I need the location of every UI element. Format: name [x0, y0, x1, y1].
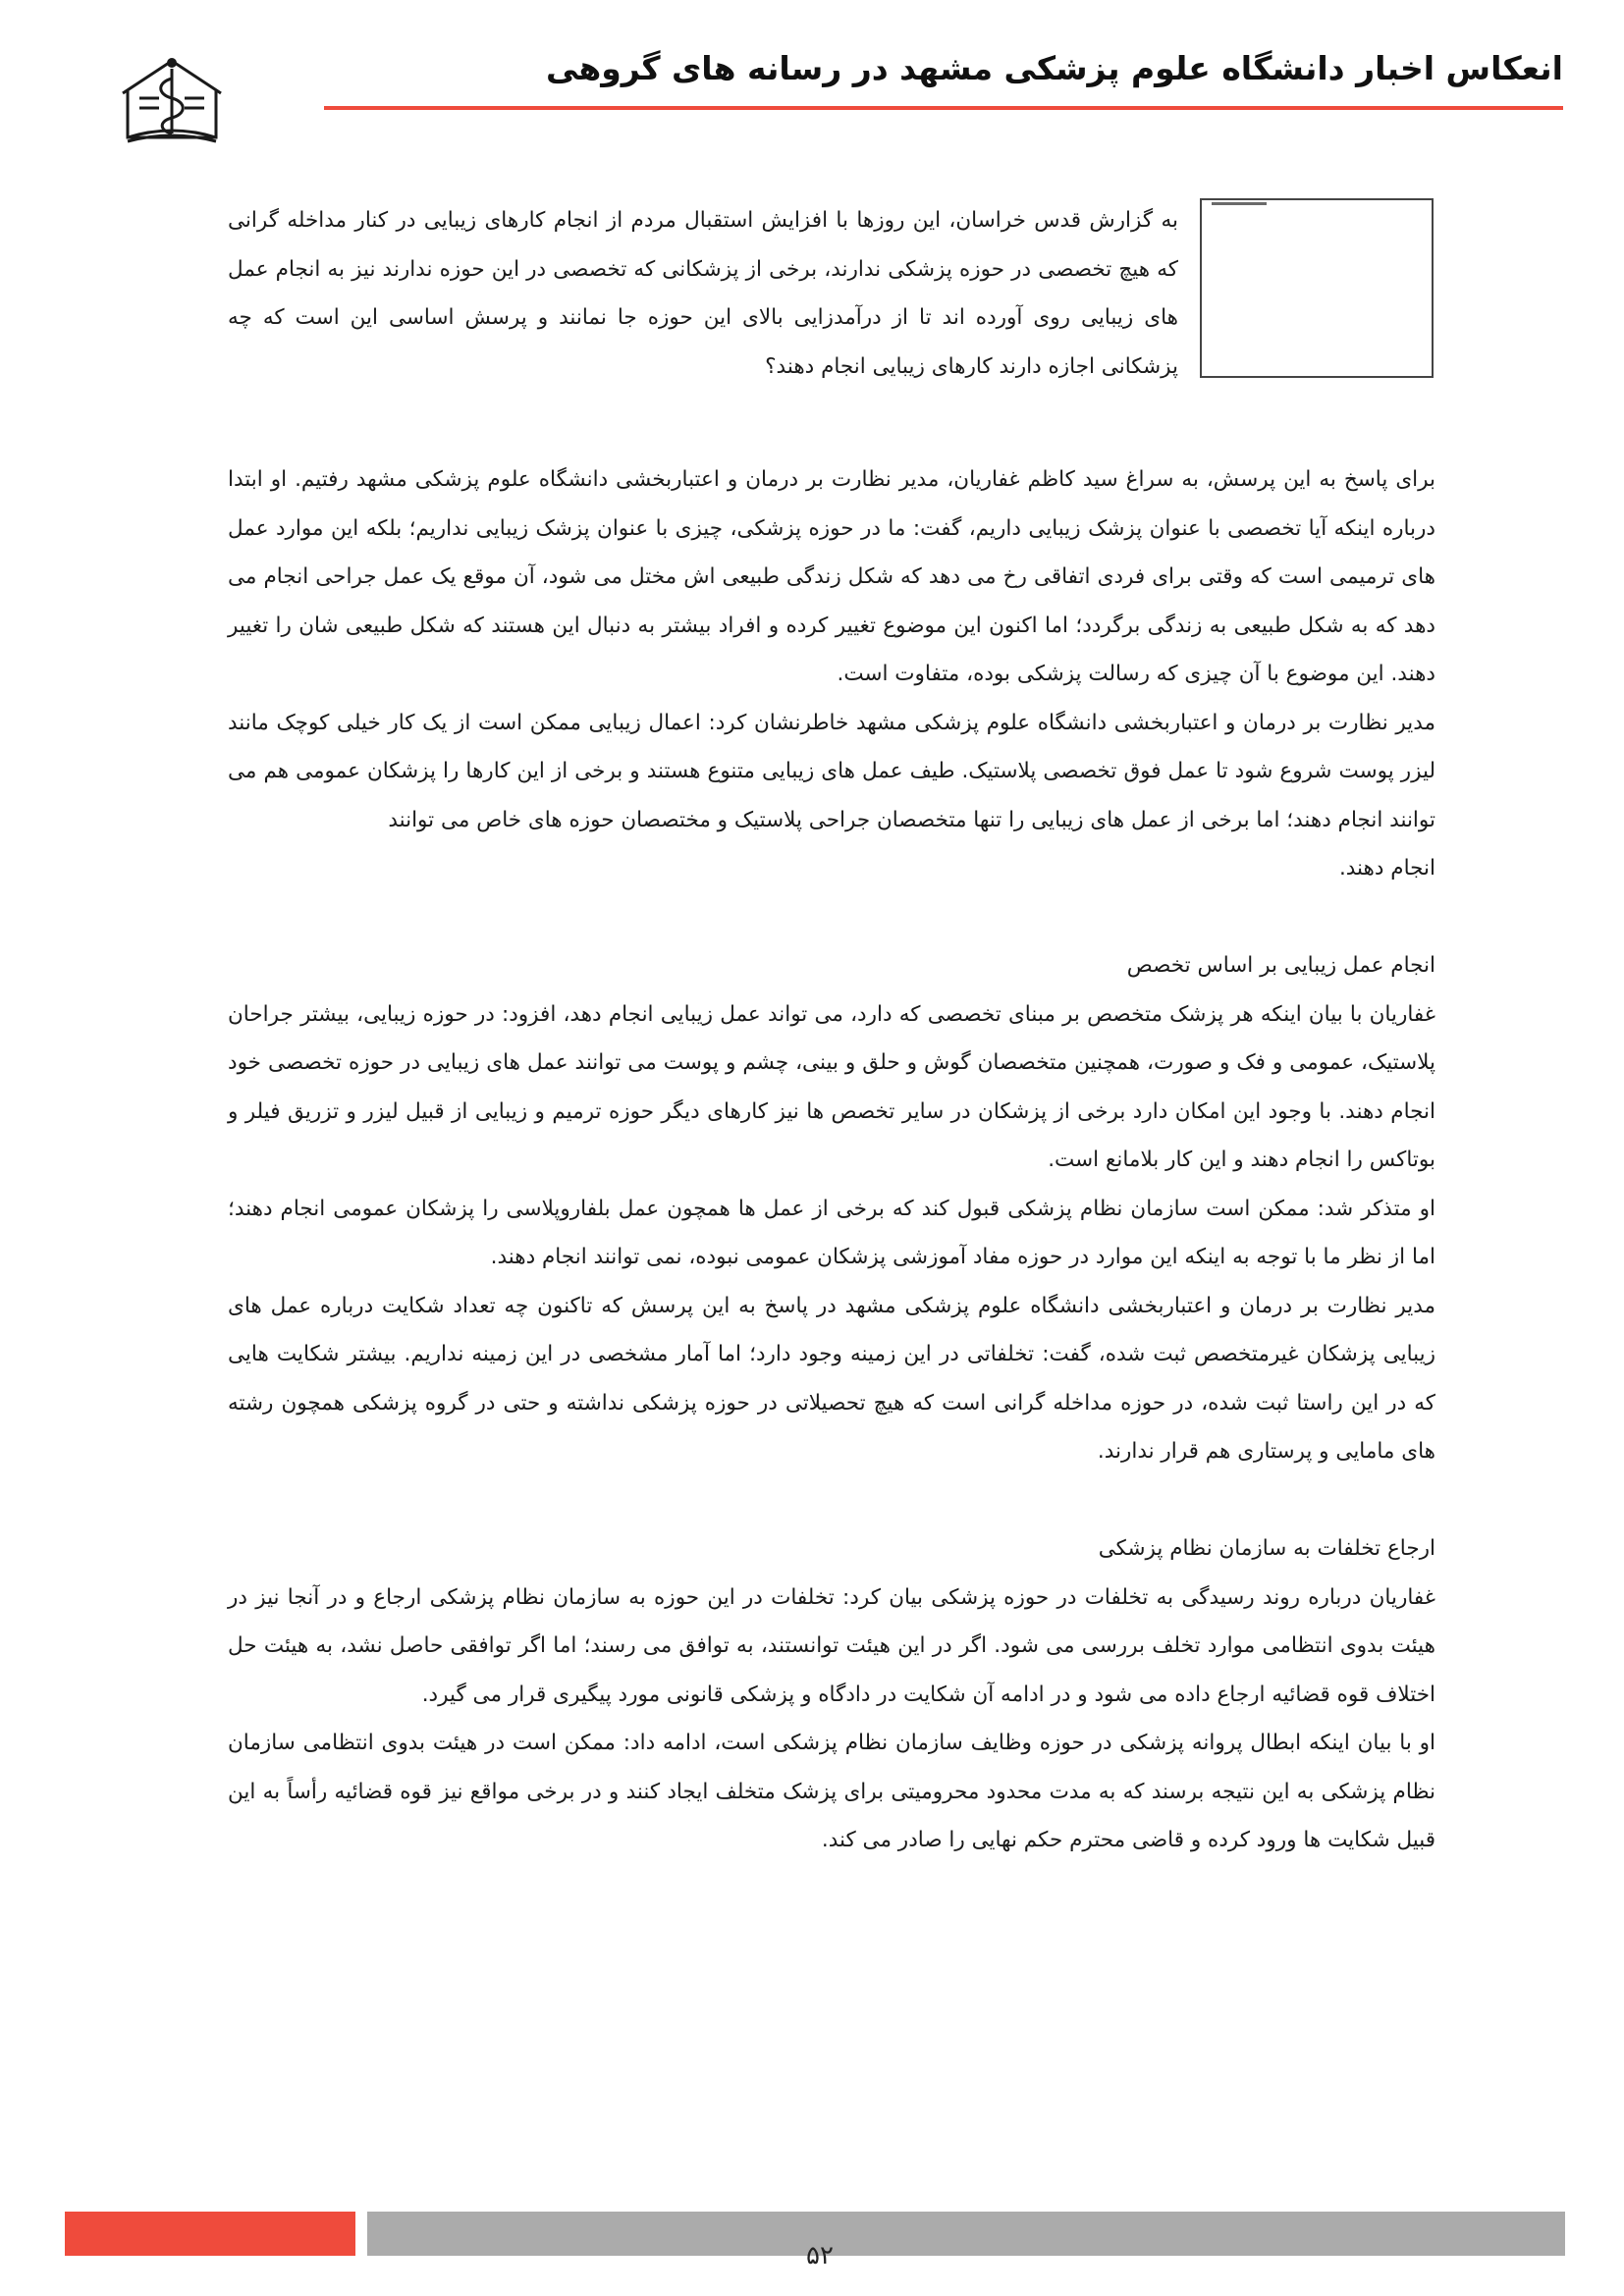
body-paragraph-end: انجام دهند.	[1338, 856, 1435, 881]
body-paragraph: او متذکر شد: ممکن است سازمان نظام پزشکی قبول کند که برخی از عمل ها همچون عمل بلفاروپلاسی را پزشکان عمومی انجام دهند؛ اما از نظر ما با توجه به اینکه این موارد در حوزه مفاد آموزشی پزشکان عمومی نبوده، نمی توانند انجام دهند.	[228, 1196, 1435, 1269]
photo-caption-mark	[1212, 202, 1267, 205]
photo-placeholder	[1200, 198, 1434, 378]
article-body	[228, 455, 1435, 1865]
body-paragraph: برای پاسخ به این پرسش، به سراغ سید کاظم غفاریان، مدیر نظارت بر درمان و اعتباربخشی دانشگاه علوم پزشکی مشهد رفتیم. او ابتدا درباره اینکه آیا تخصصی با عنوان پزشک زیبایی داریم، گفت: ما در حوزه پزشکی، چیزی با عنوان پزشک زیبایی نداریم؛ بلکه این موارد عمل های ترمیمی است که وقتی برای فردی اتفاقی رخ می دهد که شکل زندگی طبیعی اش مختل می شود، آن موقع یک عمل جراحی انجام می دهد که به شکل طبیعی به زندگی برگردد؛ اما اکنون این موضوع تغییر کرده و افراد بیشتر به دنبال این هستند که شکل طبیعی شان را تغییر دهند. این موضوع با آن چیزی که رسالت پزشکی بوده، متفاوت است.	[228, 467, 1435, 686]
footer-bar	[367, 2212, 1565, 2256]
body-paragraph: غفاریان درباره روند رسیدگی به تخلفات در حوزه پزشکی بیان کرد: تخلفات در این حوزه به سازمان نظام پزشکی ارجاع و در آنجا نیز در هیئت بدوی انتظامی موارد تخلف بررسی می شود. اگر در این هیئت توانستند، به توافق می رسند؛ اما اگر توافقی حاصل نشد، به هیئت حل اختلاف قوه قضائیه ارجاع داده می شود و در ادامه آن شکایت در دادگاه و پزشکی قانونی مورد پیگیری قرار می گیرد.	[228, 1584, 1435, 1707]
paragraph-gap	[228, 1476, 1435, 1525]
body-paragraph: غفاریان با بیان اینکه هر پزشک متخصص بر مبنای تخصصی که دارد، می تواند عمل زیبایی انجام دهد، افزود: در حوزه زیبایی، بیشتر جراحان پلاستیک، عمومی و فک و صورت، همچنین متخصصان گوش و حلق و بینی، چشم و پوست می توانند عمل های زیبایی در حوزه تخصصی خود انجام دهند. با وجود این امکان دارد برخی از پزشکان در سایر تخصص ها نیز کارهای دیگر حوزه ترمیم و زیبایی از قبیل لیزر و تزریق فیلر و بوتاکس را انجام دهند و این کار بلامانع است.	[228, 1001, 1435, 1172]
page-number: ۵۲	[806, 2241, 834, 2270]
section-heading: ارجاع تخلفات به سازمان نظام پزشکی	[1098, 1536, 1435, 1561]
body-paragraph: مدیر نظارت بر درمان و اعتباربخشی دانشگاه علوم پزشکی مشهد خاطرنشان کرد: اعمال زیبایی ممکن است از یک کار خیلی کوچک مانند لیزر پوست شروع شود تا عمل فوق تخصصی پلاستیک. طیف عمل های زیبایی متنوع هستند و برخی از این کارها را پزشکان عمومی هم می توانند انجام دهند؛ اما برخی از عمل های زیبایی را تنها متخصصان جراحی پلاستیک و مختصصان حوزه های خاص می توانند	[228, 710, 1435, 832]
intro-paragraph: به گزارش قدس خراسان، این روزها با افزایش استقبال مردم از انجام کارهای زیبایی در کنار مداخله گرانی که هیچ تخصصی در حوزه پزشکی ندارند، برخی از پزشکانی که تخصصی در این حوزه ندارند نیز به انجام عمل های زیبایی روی آورده اند تا از درآمدزایی بالای این حوزه جا نمانند و پرسش اساسی این است که چه پزشکانی اجازه دارند کارهای زیبایی انجام دهند؟	[228, 208, 1178, 379]
body-paragraph: مدیر نظارت بر درمان و اعتباربخشی دانشگاه علوم پزشکی مشهد در پاسخ به این پرسش که تاکنون چه تعداد شکایت درباره عمل های زیبایی پزشکان غیرمتخصص ثبت شده، گفت: تخلفاتی در این زمینه وجود دارد؛ اما آمار مشخصی در این زمینه نداریم. بیشتر شکایت هایی که در این راستا ثبت شده، در حوزه مداخله گرانی است که هیچ تحصیلاتی در حوزه پزشکی نداشته و حتی در گروه پزشکی همچون رشته های مامایی و پرستاری هم قرار ندارند.	[228, 1293, 1435, 1464]
university-logo-icon	[108, 39, 236, 167]
header-title: انعکاس اخبار دانشگاه علوم پزشکی مشهد در رسانه های گروهی	[546, 49, 1563, 87]
header-divider	[324, 106, 1563, 110]
page-header	[0, 0, 1624, 157]
footer-accent-bar	[65, 2212, 355, 2256]
paragraph-gap	[228, 893, 1435, 942]
body-paragraph: او با بیان اینکه ابطال پروانه پزشکی در حوزه وظایف سازمان نظام پزشکی است، ادامه داد: ممکن است در هیئت بدوی انتظامی سازمان نظام پزشکی به این نتیجه برسند که به مدت محدود محرومیتی برای پزشک متخلف ایجاد کنند و در برخی مواقع نیز قوه قضائیه رأساً به این قبیل شکایت ها ورود کرده و قاضی محترم حکم نهایی را صادر می کند.	[228, 1731, 1435, 1852]
section-heading: انجام عمل زیبایی بر اساس تخصص	[1126, 953, 1435, 978]
